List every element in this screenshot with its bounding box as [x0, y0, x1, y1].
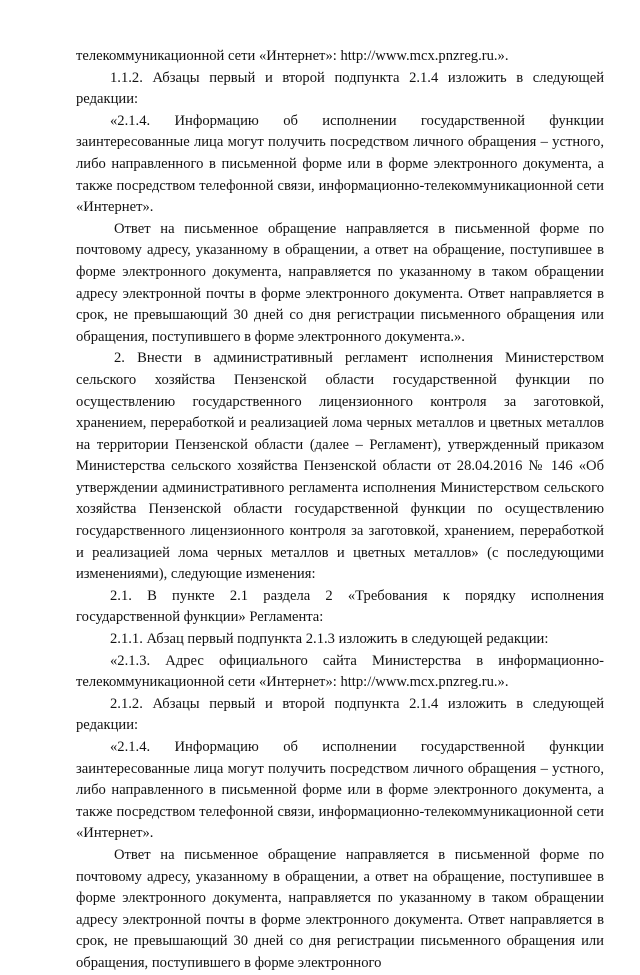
- paragraph-response-terms: Ответ на письменное обращение направляется в письменной форме по почтовому адресу, указанному в обращении, а ответ на обращение, поступившее в форме электронного документа, направляется по указанному в таком обращении адресу электронной почты в форме электронного документа. Ответ направляется в срок, не превышающий 30 дней со дня регистрации письменного обращения или обращения, поступившего в форме электронного документа.».: [76, 220, 604, 345]
- paragraph-response-terms-repeat: Ответ на письменное обращение направляется в письменной форме по почтовому адресу, указанному в обращении, а ответ на обращение, поступившее в форме электронного документа, направляется по указанному в таком обращении адресу электронной почты в форме электронного документа. Ответ направляется в срок, не превышающий 30 дней со дня регистрации письменного обращения или обращения, поступившего в форме электронного: [76, 846, 604, 971]
- paragraph-2-1: 2.1. В пункте 2.1 раздела 2 «Требования к порядку исполнения государственной функции» Регламента:: [76, 587, 604, 626]
- paragraph-2-1-4-quote: «2.1.4. Информацию об исполнении государственной функции заинтересованные лица могут получить посредством личного обращения – устного, либо направленного в письменной форме или в форме электронного документа, а также посредством телефонной связи, информационно-телекоммуникационной сети «Интернет».: [76, 112, 604, 216]
- paragraph-section-2: 2. Внести в административный регламент исполнения Министерством сельского хозяйства Пензенской области государственной функции по осуществлению государственного лицензионного контроля за заготовкой, хранением, переработкой и реализацией лома черных металлов и цветных металлов на территории Пензенской области (далее – Регламент), утвержденный приказом Министерства сельского хозяйства Пензенской области от 28.04.2016 № 146 «Об утверждении административного регламента исполнения Министерством сельского хозяйства Пензенской области государственной функции по осуществлению государственного лицензионного контроля за заготовкой, хранением, переработкой и реализацией лома черных металлов и цветных металлов» (с последующими изменениями), следующие изменения:: [76, 350, 604, 583]
- paragraph-2-1-3-quote: «2.1.3. Адрес официального сайта Министерства в информационно-телекоммуникационной сети «Интернет»: http://www.mcx.pnzreg.ru.».: [76, 652, 604, 691]
- paragraph-2-1-4-quote-repeat: «2.1.4. Информацию об исполнении государственной функции заинтересованные лица могут получить посредством личного обращения – устного, либо направленного в письменной форме или в форме электронного документа, а также посредством телефонной связи, информационно-телекоммуникационной сети «Интернет».: [76, 739, 604, 842]
- paragraph-2-1-2: 2.1.2. Абзацы первый и второй подпункта 2.1.4 изложить в следующей редакции:: [76, 695, 604, 734]
- paragraph-2-1-1: 2.1.1. Абзац первый подпункта 2.1.3 изложить в следующей редакции:: [110, 631, 549, 648]
- paragraph-continuation: телекоммуникационной сети «Интернет»: http://www.mcx.pnzreg.ru.».: [76, 48, 509, 64]
- paragraph-1-1-2: 1.1.2. Абзацы первый и второй подпункта 2.1.4 изложить в следующей редакции:: [76, 69, 604, 108]
